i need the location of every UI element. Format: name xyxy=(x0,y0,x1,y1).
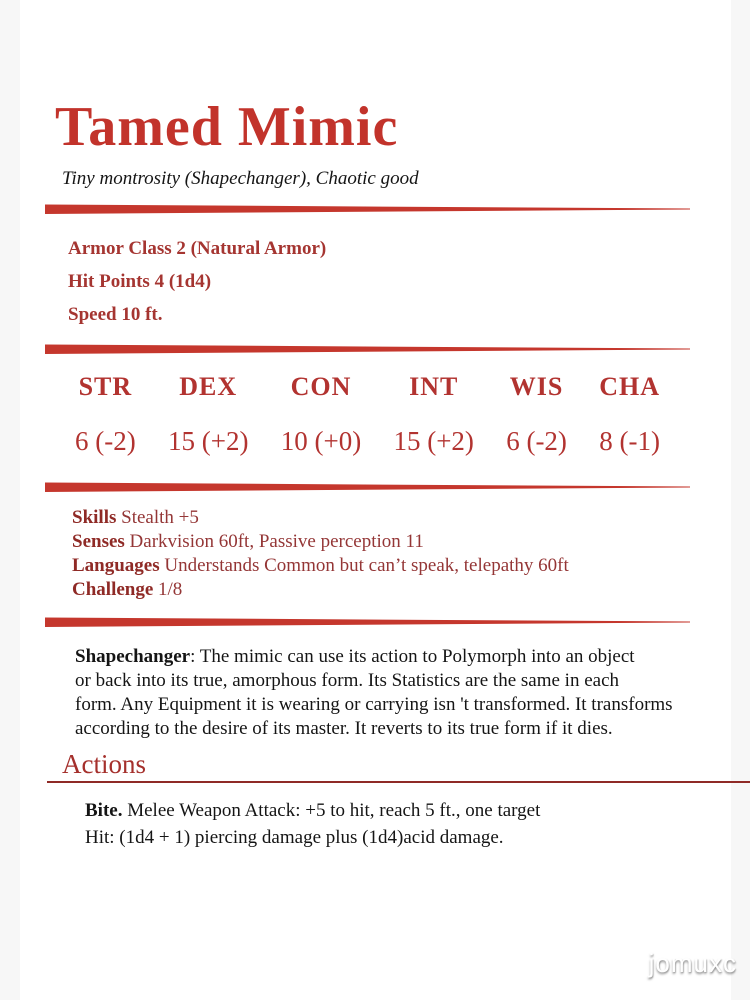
detail-label: Challenge xyxy=(72,579,154,600)
detail-line-challenge xyxy=(72,578,721,602)
stat-value: 4 (1d4) xyxy=(154,271,212,292)
trait-line: or back into its true, amorphous form. Its Statistics are the same in each xyxy=(75,670,619,691)
trait-text: The mimic can use its action to Polymorph into an object xyxy=(199,646,635,667)
ability-col-int xyxy=(393,372,473,458)
actions-rule xyxy=(47,781,750,783)
ability-score: 15 (+2) xyxy=(168,426,249,456)
stat-label: Armor Class xyxy=(68,238,172,259)
detail-label: Skills xyxy=(72,507,117,528)
detail-value: Understands Common but can’t speak, telepathy 60ft xyxy=(164,555,569,576)
stat-line-speed xyxy=(68,298,721,331)
stat-label: Hit Points xyxy=(68,271,150,292)
creature-type-subtitle: Tiny montrosity (Shapechanger), Chaotic good xyxy=(62,168,419,189)
artist-watermark: jomuxc xyxy=(648,948,737,978)
trait-shapechanger xyxy=(75,645,723,741)
section-divider xyxy=(45,480,721,494)
ability-name: INT xyxy=(409,372,459,401)
ability-name: CHA xyxy=(599,372,660,401)
stat-line-hit-points xyxy=(68,265,721,298)
detail-value: Stealth +5 xyxy=(121,507,199,528)
detail-line-skills xyxy=(72,506,721,530)
detail-stats xyxy=(72,506,721,602)
detail-label: Senses xyxy=(72,531,125,552)
ability-score: 8 (-1) xyxy=(599,426,660,456)
detail-value: 1/8 xyxy=(158,579,183,600)
stat-line-armor-class xyxy=(68,232,721,265)
stat-block-page xyxy=(20,0,731,1000)
ability-col-dex xyxy=(168,372,248,458)
ability-name: CON xyxy=(290,372,352,401)
ability-name: WIS xyxy=(509,372,564,401)
stat-value: 2 (Natural Armor) xyxy=(176,238,327,259)
trait-line: according to the desire of its master. It reverts to its true form if it dies. xyxy=(75,718,613,739)
section-divider xyxy=(45,202,721,216)
core-stats xyxy=(68,232,721,331)
section-divider xyxy=(45,615,721,629)
ability-col-str xyxy=(75,372,136,458)
ability-score: 10 (+0) xyxy=(280,426,362,456)
action-bite xyxy=(85,797,721,851)
ability-name: DEX xyxy=(179,372,238,401)
stat-label: Speed xyxy=(68,304,117,325)
ability-score: 15 (+2) xyxy=(393,426,474,456)
detail-value: Darkvision 60ft, Passive perception 11 xyxy=(129,531,424,552)
page-title: Tamed Mimic xyxy=(55,96,399,158)
ability-col-con xyxy=(281,372,361,458)
ability-name: STR xyxy=(78,372,133,401)
stat-value: 10 ft. xyxy=(121,304,163,325)
action-text: Melee Weapon Attack: +5 to hit, reach 5 ft., one target xyxy=(127,800,541,821)
detail-line-languages xyxy=(72,554,721,578)
ability-col-cha xyxy=(599,372,660,458)
trait-line: form. Any Equipment it is wearing or carrying isn 't transformed. It transforms xyxy=(75,694,673,715)
section-divider xyxy=(45,342,721,356)
stat-block-content xyxy=(20,96,731,851)
trait-colon: : xyxy=(190,646,200,667)
action-line xyxy=(85,797,721,824)
actions-heading: Actions xyxy=(62,749,146,779)
trait-line xyxy=(75,645,723,669)
ability-score: 6 (-2) xyxy=(506,426,567,456)
detail-line-senses xyxy=(72,530,721,554)
ability-score-table xyxy=(75,372,660,458)
action-line: Hit: (1d4 + 1) piercing damage plus (1d4)acid damage. xyxy=(85,827,504,848)
action-name: Bite. xyxy=(85,800,123,821)
ability-col-wis xyxy=(506,372,567,458)
trait-name: Shapechanger xyxy=(75,646,191,667)
ability-score: 6 (-2) xyxy=(75,426,136,456)
detail-label: Languages xyxy=(72,555,160,576)
